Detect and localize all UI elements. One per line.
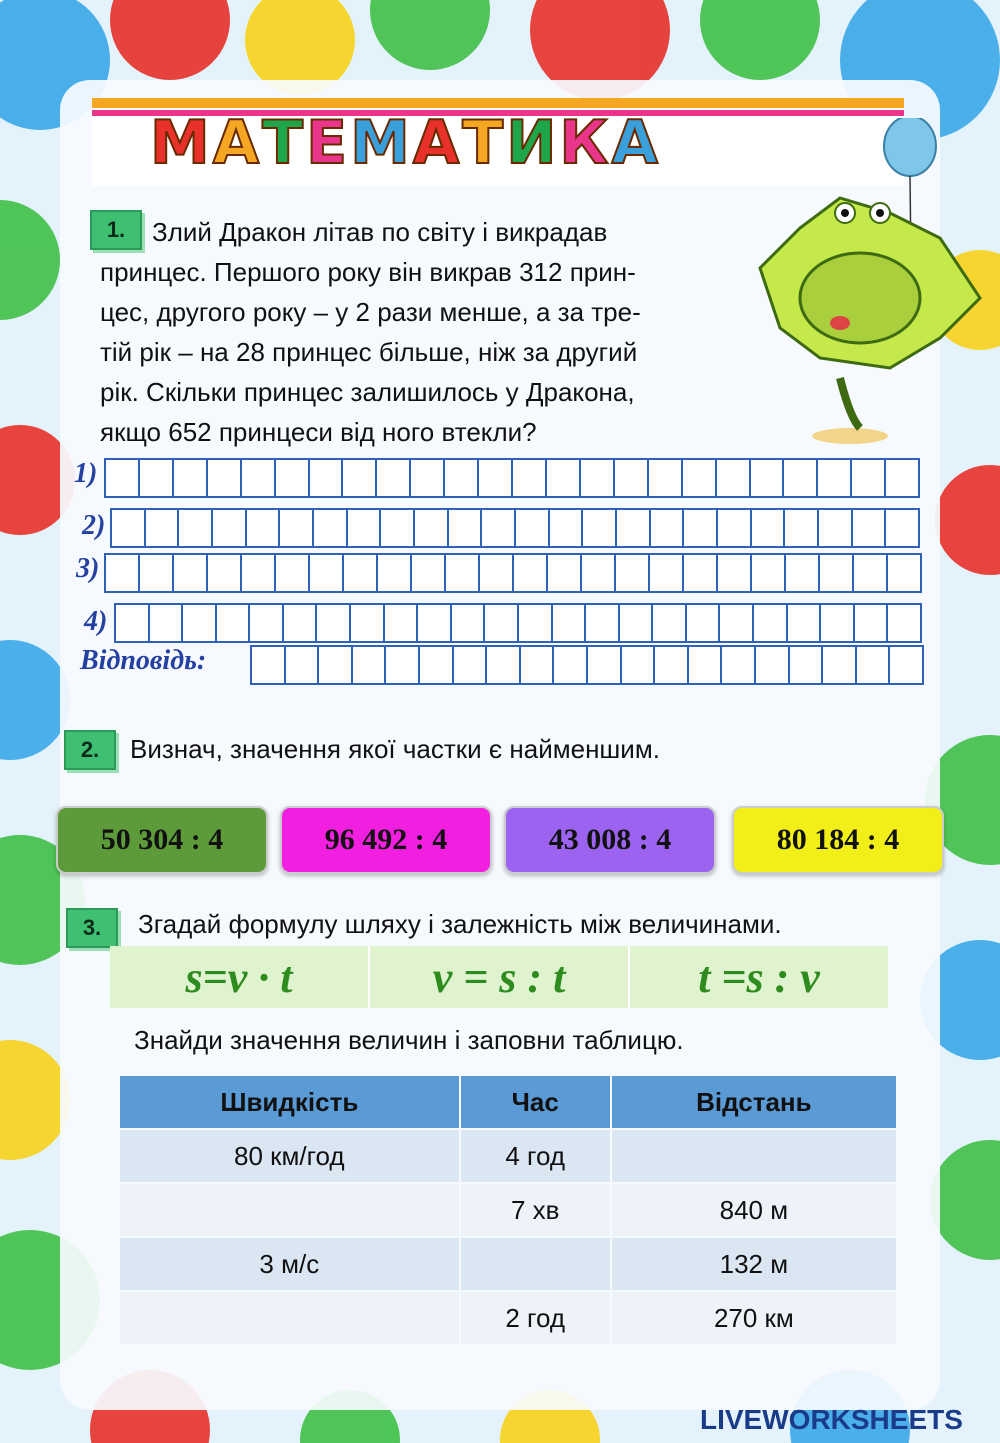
- answer-row-2[interactable]: [110, 508, 920, 548]
- answer-cell[interactable]: [217, 605, 251, 641]
- answer-cell[interactable]: [174, 460, 208, 496]
- answer-cell[interactable]: [252, 647, 286, 683]
- answer-cell[interactable]: [174, 555, 208, 591]
- answer-cell[interactable]: [823, 647, 857, 683]
- answer-cell[interactable]: [514, 555, 548, 591]
- table-cell-input[interactable]: [120, 1184, 459, 1236]
- answer-cell[interactable]: [820, 555, 854, 591]
- answer-cell[interactable]: [411, 460, 445, 496]
- row-label-1: 1): [74, 458, 98, 489]
- answer-cell[interactable]: [581, 460, 615, 496]
- dragon-illustration: [740, 118, 990, 458]
- answer-row-1[interactable]: [104, 458, 920, 498]
- answer-cell[interactable]: [622, 647, 656, 683]
- answer-cell[interactable]: [786, 555, 820, 591]
- answer-cell[interactable]: [276, 555, 310, 591]
- answer-cell[interactable]: [620, 605, 654, 641]
- answer-cell[interactable]: [855, 605, 889, 641]
- task-3-instruction: Знайди значення величин і заповни таблицю.: [134, 1025, 684, 1055]
- task-1-text: [100, 212, 750, 452]
- task-1-line: Злий Дракон літав по світу і викрадав: [152, 217, 608, 247]
- answer-cell[interactable]: [140, 460, 174, 496]
- answer-cell[interactable]: [888, 605, 920, 641]
- answer-cell[interactable]: [720, 605, 754, 641]
- answer-cell[interactable]: [655, 647, 689, 683]
- answer-label: Відповідь:: [80, 645, 207, 676]
- answer-cell[interactable]: [445, 460, 479, 496]
- option-2-button[interactable]: 96 492 : 4: [280, 806, 492, 874]
- answer-cell[interactable]: [684, 555, 718, 591]
- header-time: Час: [461, 1076, 610, 1128]
- answer-cell[interactable]: [519, 605, 553, 641]
- answer-cell[interactable]: [554, 647, 588, 683]
- answer-cell[interactable]: [687, 605, 721, 641]
- table-cell: 2 год: [461, 1292, 610, 1344]
- answer-cell[interactable]: [717, 460, 751, 496]
- table-cell: 132 м: [612, 1238, 896, 1290]
- table-cell: 270 км: [612, 1292, 896, 1344]
- speed-time-distance-table: [118, 1074, 898, 1346]
- answer-cell[interactable]: [852, 460, 886, 496]
- answer-cell[interactable]: [582, 555, 616, 591]
- answer-cell[interactable]: [754, 605, 788, 641]
- answer-cell[interactable]: [344, 555, 378, 591]
- answer-cell[interactable]: [888, 555, 920, 591]
- answer-cell[interactable]: [319, 647, 353, 683]
- task-3-text: Згадай формулу шляху і залежність між величинами.: [138, 909, 782, 939]
- answer-cell[interactable]: [179, 510, 213, 546]
- answer-cell[interactable]: [314, 510, 348, 546]
- answer-row-4[interactable]: [114, 603, 922, 643]
- answer-cell[interactable]: [588, 647, 622, 683]
- answer-cell[interactable]: [208, 460, 242, 496]
- answer-cell[interactable]: [521, 647, 555, 683]
- answer-row-final[interactable]: [250, 645, 924, 685]
- option-3-button[interactable]: 43 008 : 4: [504, 806, 716, 874]
- answer-cell[interactable]: [752, 555, 786, 591]
- answer-cell[interactable]: [482, 510, 516, 546]
- answer-cell[interactable]: [756, 647, 790, 683]
- answer-cell[interactable]: [513, 460, 547, 496]
- answer-cell[interactable]: [480, 555, 514, 591]
- answer-cell[interactable]: [616, 555, 650, 591]
- answer-cell[interactable]: [348, 510, 382, 546]
- answer-cell[interactable]: [718, 510, 752, 546]
- answer-cell[interactable]: [751, 460, 785, 496]
- answer-cell[interactable]: [420, 647, 454, 683]
- answer-cell[interactable]: [150, 605, 184, 641]
- answer-cell[interactable]: [653, 605, 687, 641]
- answer-cell[interactable]: [818, 460, 852, 496]
- row-label-2: 2): [82, 510, 106, 541]
- answer-cell[interactable]: [550, 510, 584, 546]
- option-4-button[interactable]: 80 184 : 4: [732, 806, 944, 874]
- liveworksheets-logo: LIVEWORKSHEETS: [700, 1404, 963, 1435]
- table-cell-input[interactable]: [120, 1292, 459, 1344]
- table-cell-input[interactable]: [461, 1238, 610, 1290]
- answer-cell[interactable]: [722, 647, 756, 683]
- answer-cell[interactable]: [650, 555, 684, 591]
- row-label-3: 3): [76, 553, 100, 584]
- answer-cell[interactable]: [310, 555, 344, 591]
- answer-cell[interactable]: [485, 605, 519, 641]
- answer-cell[interactable]: [242, 555, 276, 591]
- answer-cell[interactable]: [280, 510, 314, 546]
- formula-distance: s=v · t: [110, 946, 370, 1008]
- task-1-line: якщо 652 принцеси від ного втекли?: [100, 417, 537, 447]
- answer-cell[interactable]: [479, 460, 513, 496]
- answer-cell[interactable]: [140, 555, 174, 591]
- answer-cell[interactable]: [351, 605, 385, 641]
- answer-cell[interactable]: [284, 605, 318, 641]
- answer-cell[interactable]: [617, 510, 651, 546]
- answer-cell[interactable]: [785, 510, 819, 546]
- answer-cell[interactable]: [247, 510, 281, 546]
- task-3-number: 3.: [66, 908, 118, 948]
- answer-cell[interactable]: [449, 510, 483, 546]
- answer-cell[interactable]: [651, 510, 685, 546]
- answer-cell[interactable]: [886, 510, 918, 546]
- answer-cell[interactable]: [819, 510, 853, 546]
- answer-cell[interactable]: [857, 647, 891, 683]
- table-cell: 80 км/год: [120, 1130, 459, 1182]
- row-label-4: 4): [84, 606, 108, 637]
- answer-cell[interactable]: [386, 647, 420, 683]
- table-row: [120, 1130, 896, 1182]
- table-row: [120, 1238, 896, 1290]
- answer-cell[interactable]: [684, 510, 718, 546]
- answer-cell[interactable]: [547, 460, 581, 496]
- answer-cell[interactable]: [890, 647, 922, 683]
- answer-cell[interactable]: [454, 647, 488, 683]
- formula-strip: [110, 946, 888, 1008]
- answer-cell[interactable]: [242, 460, 276, 496]
- answer-cell[interactable]: [112, 510, 146, 546]
- answer-cell[interactable]: [689, 647, 723, 683]
- answer-cell[interactable]: [353, 647, 387, 683]
- answer-cell[interactable]: [415, 510, 449, 546]
- task-2-number: 2.: [64, 730, 116, 770]
- answer-cell[interactable]: [853, 510, 887, 546]
- task-1-line: цес, другого року – у 2 рази менше, а за тре-: [100, 297, 641, 327]
- answer-cell[interactable]: [821, 605, 855, 641]
- answer-cell[interactable]: [286, 647, 320, 683]
- task-1-line: рік. Скільки принцес залишилось у Дракона,: [100, 377, 635, 407]
- table-cell: 3 м/с: [120, 1238, 459, 1290]
- formula-time: t =s : v: [698, 952, 820, 1002]
- answer-cell[interactable]: [790, 647, 824, 683]
- answer-cell[interactable]: [446, 555, 480, 591]
- answer-cell[interactable]: [583, 510, 617, 546]
- answer-cell[interactable]: [649, 460, 683, 496]
- answer-cell[interactable]: [586, 605, 620, 641]
- answer-cell[interactable]: [106, 555, 140, 591]
- answer-cell[interactable]: [487, 647, 521, 683]
- answer-cell[interactable]: [385, 605, 419, 641]
- answer-cell[interactable]: [412, 555, 446, 591]
- answer-cell[interactable]: [343, 460, 377, 496]
- task-2-text: Визнач, значення якої частки є найменшим.: [130, 734, 660, 764]
- answer-cell[interactable]: [276, 460, 310, 496]
- table-cell: 840 м: [612, 1184, 896, 1236]
- answer-cell[interactable]: [886, 460, 918, 496]
- answer-cell[interactable]: [146, 510, 180, 546]
- answer-cell[interactable]: [788, 605, 822, 641]
- page-title: МАТЕМАТИКА: [150, 108, 661, 178]
- answer-cell[interactable]: [548, 555, 582, 591]
- task-1-line: тій рік – на 28 принцес більше, ніж за другий: [100, 337, 638, 367]
- answer-cell[interactable]: [208, 555, 242, 591]
- answer-cell[interactable]: [377, 460, 411, 496]
- answer-cell[interactable]: [553, 605, 587, 641]
- answer-cell[interactable]: [183, 605, 217, 641]
- table-cell: 7 хв: [461, 1184, 610, 1236]
- answer-row-3[interactable]: [104, 553, 922, 593]
- option-1-button[interactable]: 50 304 : 4: [56, 806, 268, 874]
- header-distance: Відстань: [612, 1076, 896, 1128]
- table-cell: 4 год: [461, 1130, 610, 1182]
- task-1-number: 1.: [90, 210, 142, 250]
- header-speed: Швидкість: [120, 1076, 459, 1128]
- answer-cell[interactable]: [418, 605, 452, 641]
- answer-cell[interactable]: [752, 510, 786, 546]
- table-row: [120, 1184, 896, 1236]
- answer-cell[interactable]: [106, 460, 140, 496]
- answer-cell[interactable]: [317, 605, 351, 641]
- answer-cell[interactable]: [683, 460, 717, 496]
- answer-cell[interactable]: [854, 555, 888, 591]
- table-cell-input[interactable]: [612, 1130, 896, 1182]
- answer-cell[interactable]: [250, 605, 284, 641]
- answer-cell[interactable]: [516, 510, 550, 546]
- answer-cell[interactable]: [116, 605, 150, 641]
- task-1-line: принцес. Першого року він викрав 312 прин-: [100, 257, 636, 287]
- answer-cell[interactable]: [378, 555, 412, 591]
- answer-cell[interactable]: [718, 555, 752, 591]
- answer-cell[interactable]: [310, 460, 344, 496]
- answer-cell[interactable]: [615, 460, 649, 496]
- answer-cell[interactable]: [784, 460, 818, 496]
- answer-cell[interactable]: [381, 510, 415, 546]
- answer-cell[interactable]: [452, 605, 486, 641]
- answer-cell[interactable]: [213, 510, 247, 546]
- table-row: [120, 1292, 896, 1344]
- formula-speed: v = s : t: [370, 946, 630, 1008]
